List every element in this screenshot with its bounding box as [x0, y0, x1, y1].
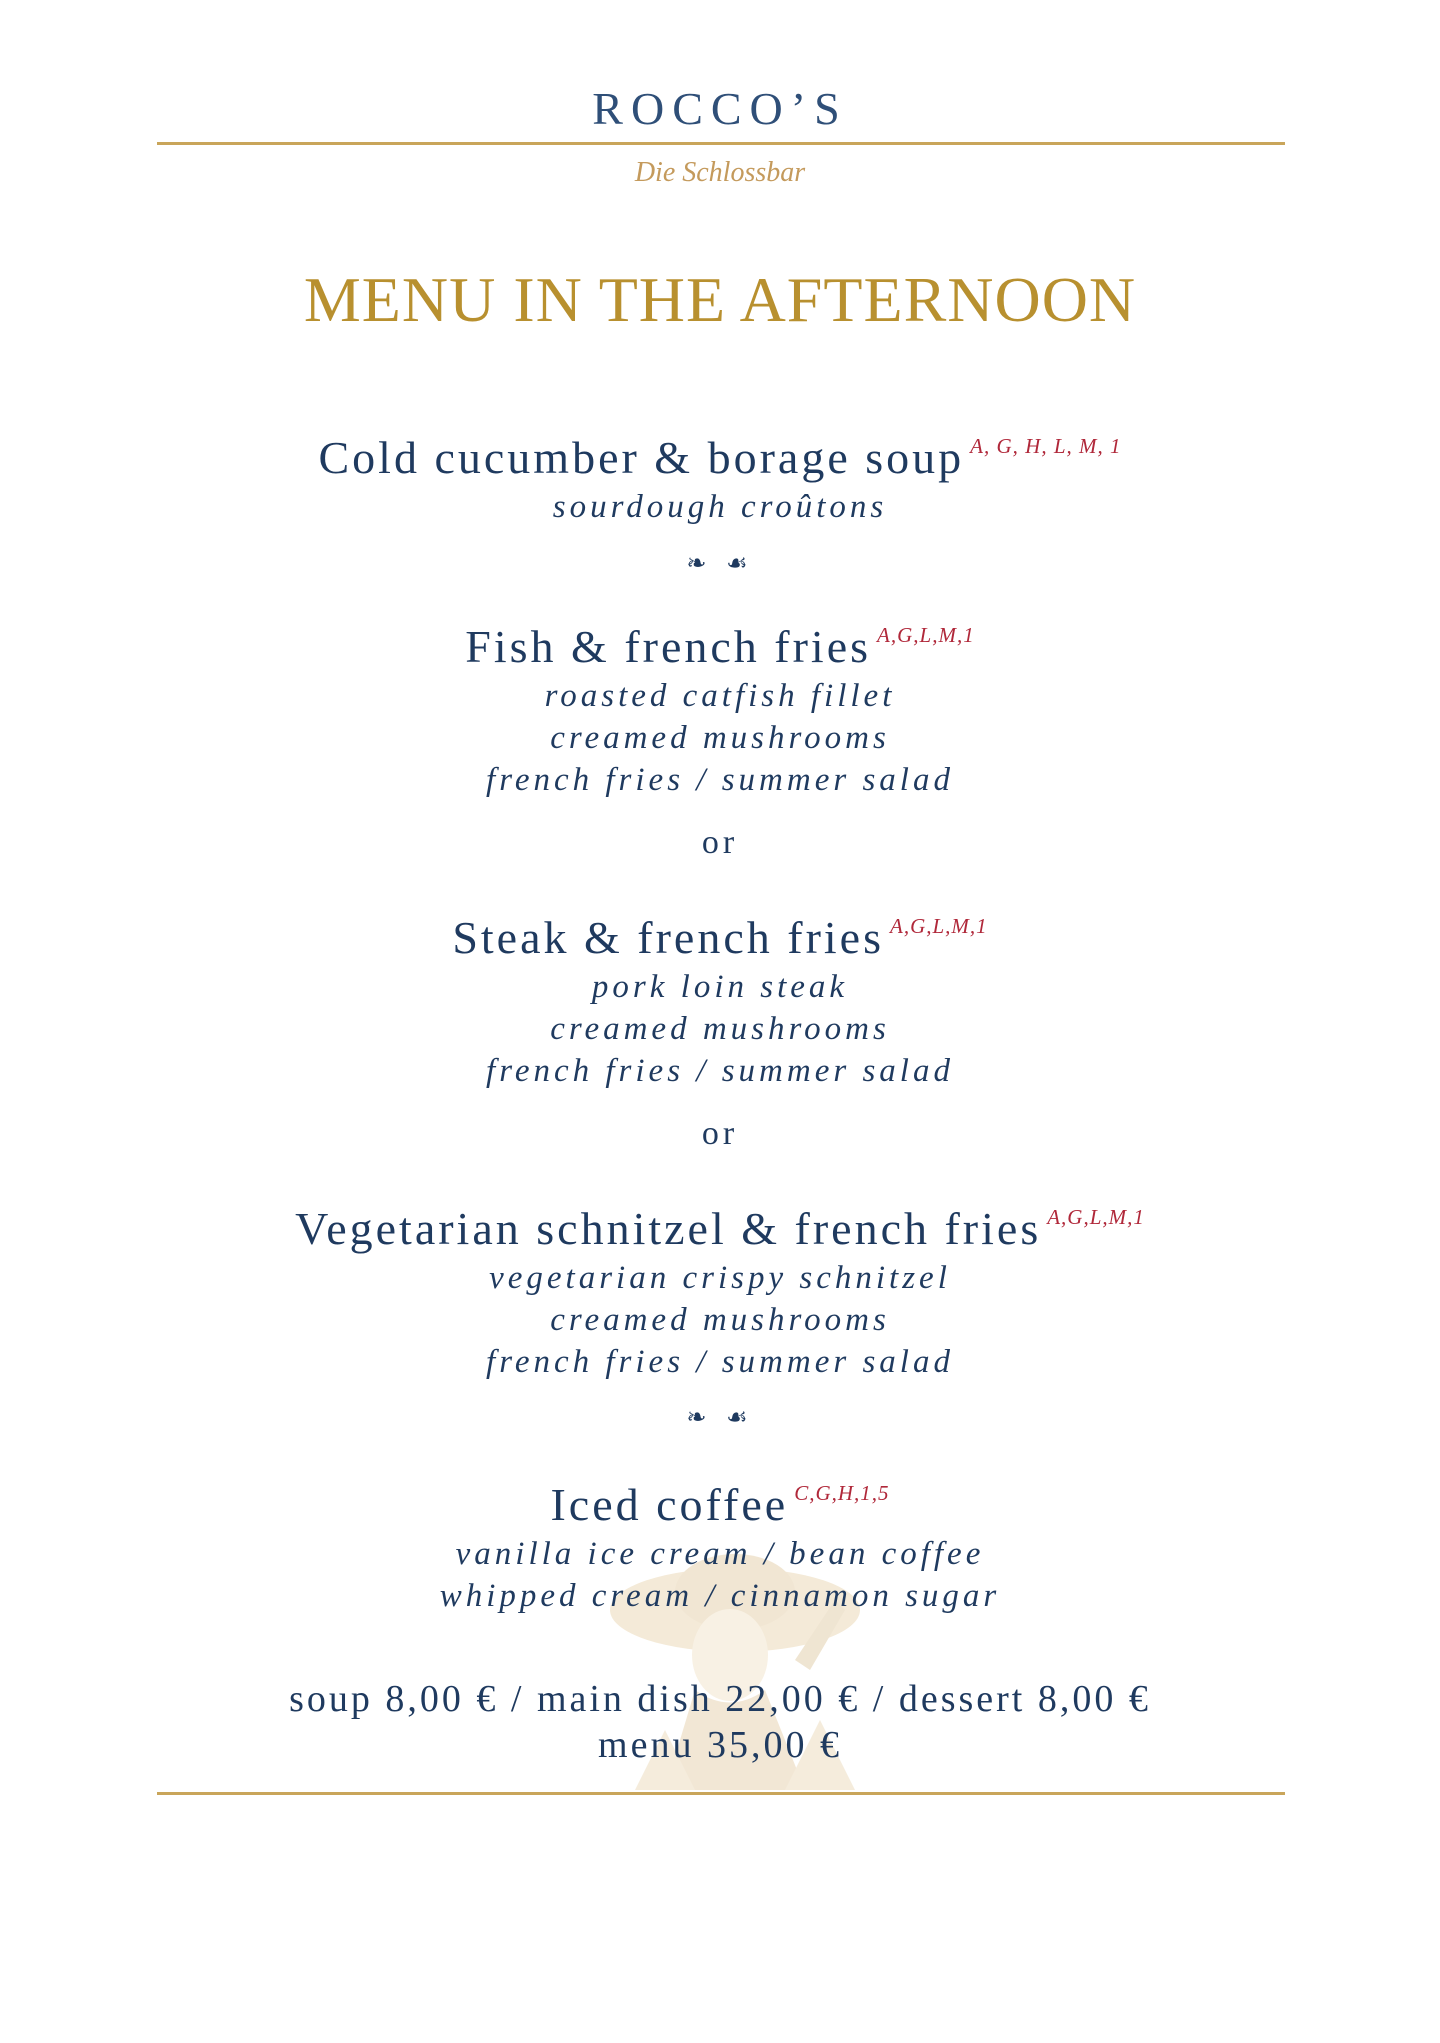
menu-title: MENU IN THE AFTERNOON — [303, 264, 1137, 335]
header-divider — [157, 142, 1285, 145]
allergen-codes: A,G,L,M,1 — [877, 623, 975, 647]
dish-description: vegetarian crispy schnitzel — [489, 1260, 951, 1296]
dish-description: sourdough croûtons — [552, 489, 888, 525]
course-main-fish — [0, 607, 1440, 801]
course-starter — [0, 418, 1440, 528]
price-section — [0, 1676, 1440, 1768]
dish-description: pork loin steak — [591, 969, 849, 1005]
dish-description: french fries / summer salad — [486, 1053, 954, 1089]
dish-name — [0, 898, 1440, 966]
menu-price: menu 35,00 € — [598, 1724, 842, 1766]
course-dessert — [0, 1465, 1440, 1617]
dish-name — [0, 418, 1440, 486]
brand-subtitle: Die Schlossbar — [634, 157, 806, 188]
dish-description: whipped cream / cinnamon sugar — [439, 1578, 1001, 1614]
ornament-separator: ❧ ☙ — [686, 1403, 754, 1431]
dish-description: roasted catfish fillet — [544, 678, 896, 714]
dish-title: Vegetarian schnitzel & french fries — [295, 1203, 1042, 1254]
footer-divider — [157, 1792, 1285, 1795]
brand-logo: ROCCO’S — [592, 83, 848, 134]
allergen-codes: A,G,L,M,1 — [1047, 1205, 1145, 1229]
dish-description: creamed mushrooms — [550, 1302, 890, 1338]
or-divider: or — [701, 1115, 739, 1152]
allergen-codes: C,G,H,1,5 — [794, 1481, 890, 1505]
ornament-separator: ❧ ☙ — [686, 549, 754, 577]
price-list: soup 8,00 € / main dish 22,00 € / dessert 8,00 € — [289, 1678, 1151, 1720]
dish-description: french fries / summer salad — [486, 1344, 954, 1380]
dish-title: Iced coffee — [550, 1479, 789, 1530]
dish-name — [0, 1465, 1440, 1533]
dish-description: creamed mushrooms — [550, 1011, 890, 1047]
allergen-codes: A,G,L,M,1 — [890, 914, 988, 938]
dish-title: Fish & french fries — [465, 621, 872, 672]
dish-title: Cold cucumber & borage soup — [318, 432, 965, 483]
or-divider: or — [701, 824, 739, 861]
dish-description: vanilla ice cream / bean coffee — [455, 1536, 985, 1572]
course-main-steak — [0, 898, 1440, 1092]
allergen-codes: A, G, H, L, M, 1 — [970, 434, 1122, 458]
dish-description: french fries / summer salad — [486, 762, 954, 798]
dish-title: Steak & french fries — [452, 912, 884, 963]
course-main-vegetarian — [0, 1189, 1440, 1383]
dish-name — [0, 607, 1440, 675]
dish-description: creamed mushrooms — [550, 720, 890, 756]
dish-name — [0, 1189, 1440, 1257]
